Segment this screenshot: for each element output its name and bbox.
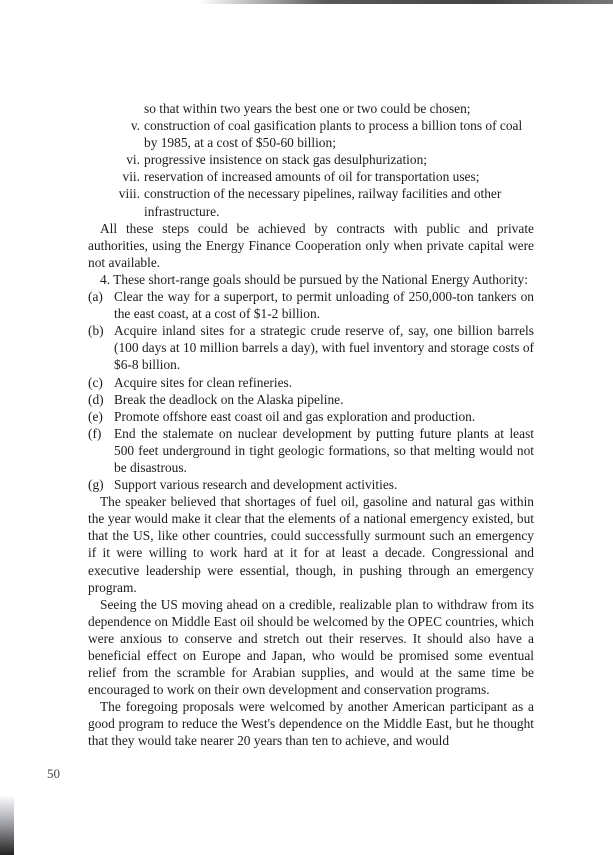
goal-g	[88, 476, 534, 493]
list-number: v.	[130, 118, 140, 134]
goal-label: (f)	[88, 425, 102, 441]
goal-label: (b)	[88, 323, 104, 339]
goal-label: (g)	[88, 477, 104, 493]
goal-label: (d)	[88, 391, 104, 407]
list-item-v	[88, 117, 534, 151]
page-body	[88, 100, 534, 750]
scan-edge-shadow	[200, 0, 613, 4]
goal-f	[88, 425, 534, 476]
goal-text: Support various research and development activities.	[114, 477, 398, 493]
goal-text: Break the deadlock on the Alaska pipeline.	[114, 391, 344, 407]
page-number: 50	[47, 766, 60, 781]
list-text: reservation of increased amounts of oil for transportation uses;	[144, 169, 480, 185]
goal-label: (e)	[88, 408, 103, 424]
list-number: viii.	[118, 186, 140, 202]
goal-label: (a)	[88, 289, 103, 305]
goal-a	[88, 288, 534, 322]
list-item-viii	[88, 185, 534, 219]
goal-text: End the stalemate on nuclear development by putting future plants at least 500 feet underground in tight geologic formations, so that melting would not be disastrous.	[114, 425, 534, 475]
goal-e	[88, 408, 534, 425]
paragraph-opec: Seeing the US moving ahead on a credible, realizable plan to withdraw from its dependence on Middle East oil should be welcomed by the OPEC countries, which were anxious to conserve and stretch out their reserves. It should also have a beneficial effect on Europe and Japan, who would be promised some eventual relief from the scramble for Arabian supplies, and would at the same time be encouraged to work on their own development and conservation programs.	[88, 596, 534, 698]
paragraph-speaker: The speaker believed that shortages of fuel oil, gasoline and natural gas within the year would make it clear that the elements of a national emergency existed, but that the US, like other countries, could successfully surmount such an emergency if it were willing to work hard at it for at least a decade. Congressional and executive leadership were essential, though, in pushing through an emergency program.	[88, 494, 534, 595]
goal-text: Acquire inland sites for a strategic crude reserve of, say, one billion barrels (100 days at 10 million barrels a day), with fuel inventory and storage costs of $6-8 billion.	[114, 323, 534, 373]
goal-text: Clear the way for a superport, to permit unloading of 250,000-ton tankers on the east coast, at a cost of $1-2 billion.	[114, 289, 534, 322]
list-item-vii	[88, 168, 534, 185]
goal-b	[88, 322, 534, 373]
paragraph-goals-intro: 4. These short-range goals should be pursued by the National Energy Authority:	[100, 271, 528, 287]
list-text: construction of the necessary pipelines, railway facilities and other infrastructure.	[144, 186, 502, 219]
goal-d	[88, 391, 534, 408]
list-continuation: so that within two years the best one or two could be chosen;	[144, 101, 471, 116]
scan-corner-shadow	[0, 795, 14, 855]
paragraph-steps: All these steps could be achieved by contracts with public and private authorities, using the Energy Finance Cooperation only when private capital were not available.	[88, 220, 534, 270]
list-text: progressive insistence on stack gas desulphurization;	[144, 152, 427, 168]
list-text: construction of coal gasification plants to process a billion tons of coal by 1985, at a cost of $50-60 billion;	[144, 118, 523, 151]
goal-label: (c)	[88, 374, 103, 390]
goal-c	[88, 374, 534, 391]
list-item-vi	[88, 151, 534, 168]
goal-text: Acquire sites for clean refineries.	[114, 374, 293, 390]
goal-text: Promote offshore east coast oil and gas exploration and production.	[114, 408, 476, 424]
list-number: vii.	[122, 169, 140, 185]
list-number: vi.	[126, 152, 140, 168]
paragraph-foregoing: The foregoing proposals were welcomed by another American participant as a good program to reduce the West's dependence on the Middle East, but he thought that they would take nearer 20 years than ten to achieve, and would	[88, 699, 534, 749]
